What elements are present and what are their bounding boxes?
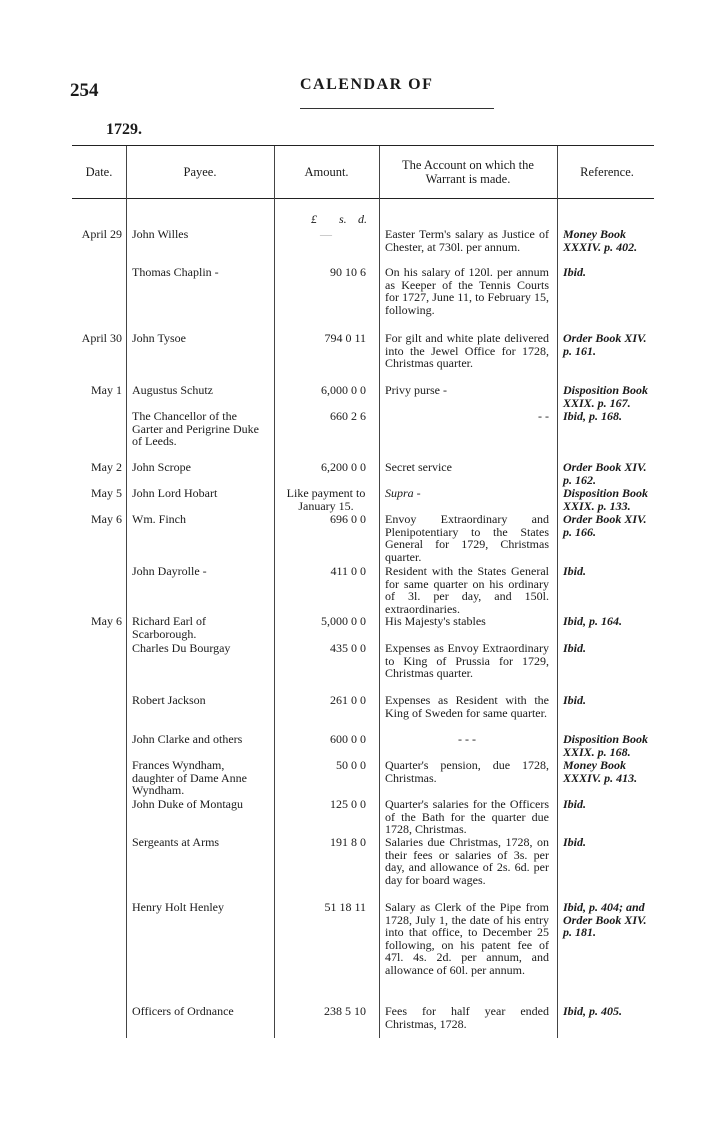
row-account: Resident with the States General for same quarter on his ordinary of 3l. per day, and 150l. extraordinaries. (385, 564, 549, 616)
row-account: Expenses as Envoy Extraordinary to King of Prussia for 1729, Christmas quarter. (385, 641, 549, 681)
row-payee: John Lord Hobart (132, 486, 218, 500)
row-amount: 794 0 11 (324, 331, 366, 345)
head-rule (300, 108, 494, 109)
row-reference: Disposition Book XXIX. p. 168. (563, 732, 649, 759)
row-payee: Charles Du Bourgay (132, 641, 231, 655)
row-payee: Henry Holt Henley (132, 900, 224, 914)
amount-sub-shillings: s. (339, 212, 347, 226)
header-payee: Payee. (183, 165, 217, 179)
header-account: The Account on which the Warrant is made. (402, 158, 534, 186)
row-account: Supra - (385, 486, 421, 500)
row-amount: 600 0 0 (330, 732, 366, 746)
year-label: 1729. (106, 121, 142, 138)
amount-sub-pence: d. (358, 212, 367, 226)
row-date: May 1 (91, 383, 122, 397)
row-amount: 660 2 6 (330, 409, 366, 423)
row-amount: — (320, 227, 332, 241)
row-payee: Officers of Ordnance (132, 1004, 234, 1018)
row-payee: John Duke of Montagu (132, 797, 243, 811)
running-head: CALENDAR OF (300, 76, 434, 93)
row-payee: Richard Earl of Scarborough. (132, 614, 206, 641)
header-bottom-rule (72, 198, 654, 199)
row-amount: 435 0 0 (330, 641, 366, 655)
row-payee: Wm. Finch (132, 512, 186, 526)
row-amount: 411 0 0 (330, 564, 366, 578)
row-reference: Ibid. (563, 564, 587, 578)
row-payee: Frances Wyndham, daughter of Dame Anne Wyndham. (132, 758, 247, 798)
row-amount: Like payment to January 15. (286, 486, 366, 513)
row-account: Privy purse - (385, 383, 447, 397)
row-reference: Order Book XIV. p. 162. (563, 460, 647, 487)
row-amount: 125 0 0 (330, 797, 366, 811)
row-account: Salary as Clerk of the Pipe from 1728, July 1, the date of his entry into that office, to December 25 following, on his patent fee of 47l. 4s. 2d. per annum, and allowance of 60l. per annum. (385, 900, 549, 977)
column-divider (557, 146, 558, 1038)
row-account: Salaries due Christmas, 1728, on their fees or salaries of 3s. per day, and allowance of 2s. 6d. per day for board wages. (385, 835, 549, 887)
row-reference: Ibid. (563, 797, 587, 811)
row-account: On his salary of 120l. per annum as Keeper of the Tennis Courts for 1727, June 11, to February 15, following. (385, 265, 549, 317)
row-amount: 6,200 0 0 (321, 460, 366, 474)
row-date: May 2 (91, 460, 122, 474)
row-amount: 261 0 0 (330, 693, 366, 707)
row-account: - - (538, 409, 549, 423)
row-payee: The Chancellor of the Garter and Perigrine Duke of Leeds. (132, 409, 259, 449)
row-amount: 50 0 0 (336, 758, 366, 772)
row-reference: Ibid. (563, 835, 587, 849)
header-date: Date. (85, 165, 113, 179)
header-amount: Amount. (304, 165, 349, 179)
row-account: For gilt and white plate delivered into the Jewel Office for 1728, Christmas quarter. (385, 331, 549, 371)
column-divider (379, 146, 380, 1038)
row-reference: Ibid. (563, 693, 587, 707)
row-reference: Order Book XIV. p. 166. (563, 512, 647, 539)
row-reference: Order Book XIV. p. 161. (563, 331, 647, 358)
page-number: 254 (70, 80, 99, 101)
row-amount: 696 0 0 (330, 512, 366, 526)
row-account: Expenses as Resident with the King of Sweden for same quarter. (385, 693, 549, 720)
row-account: Easter Term's salary as Justice of Chester, at 730l. per annum. (385, 227, 549, 254)
row-date: May 5 (91, 486, 122, 500)
header-reference: Reference. (580, 165, 634, 179)
column-divider (274, 146, 275, 1038)
row-payee: John Tysoe (132, 331, 186, 345)
row-date: April 29 (81, 227, 122, 241)
amount-sub-pounds: £ (311, 212, 317, 226)
row-reference: Money Book XXXIV. p. 402. (563, 227, 638, 254)
row-amount: 191 8 0 (330, 835, 366, 849)
row-reference: Ibid, p. 404; and Order Book XIV. p. 181. (563, 900, 647, 940)
row-payee: Sergeants at Arms (132, 835, 220, 849)
row-amount: 238 5 10 (324, 1004, 366, 1018)
row-account: His Majesty's stables (385, 614, 486, 628)
row-account: Quarter's pension, due 1728, Christmas. (385, 758, 549, 785)
row-payee: John Willes (132, 227, 189, 241)
row-amount: 6,000 0 0 (321, 383, 366, 397)
row-account: Secret service (385, 460, 452, 474)
row-date: May 6 (91, 614, 122, 628)
row-date: April 30 (81, 331, 122, 345)
row-payee: John Dayrolle - (132, 564, 207, 578)
row-amount: 51 18 11 (324, 900, 366, 914)
row-date: May 6 (91, 512, 122, 526)
row-payee: Augustus Schutz (132, 383, 213, 397)
row-reference: Money Book XXXIV. p. 413. (563, 758, 638, 785)
row-payee: Thomas Chaplin - (132, 265, 219, 279)
row-account: Fees for half year ended Christmas, 1728. (385, 1004, 549, 1031)
row-payee: John Scrope (132, 460, 191, 474)
row-account: Envoy Extraordinary and Plenipotentiary to the States General for 1729, Christmas quarter. (385, 512, 549, 564)
row-reference: Disposition Book XXIX. p. 133. (563, 486, 649, 513)
row-amount: 90 10 6 (330, 265, 366, 279)
row-amount: 5,000 0 0 (321, 614, 366, 628)
row-reference: Ibid, p. 168. (563, 409, 623, 423)
row-reference: Ibid, p. 164. (563, 614, 623, 628)
row-payee: John Clarke and others (132, 732, 243, 746)
row-reference: Disposition Book XXIX. p. 167. (563, 383, 649, 410)
row-account: Quarter's salaries for the Officers of the Bath for the quarter due 1728, Christmas. (385, 797, 549, 837)
row-payee: Robert Jackson (132, 693, 206, 707)
row-reference: Ibid, p. 405. (563, 1004, 623, 1018)
column-divider (126, 146, 127, 1038)
row-reference: Ibid. (563, 641, 587, 655)
row-reference: Ibid. (563, 265, 587, 279)
row-account: - - - (458, 732, 476, 746)
